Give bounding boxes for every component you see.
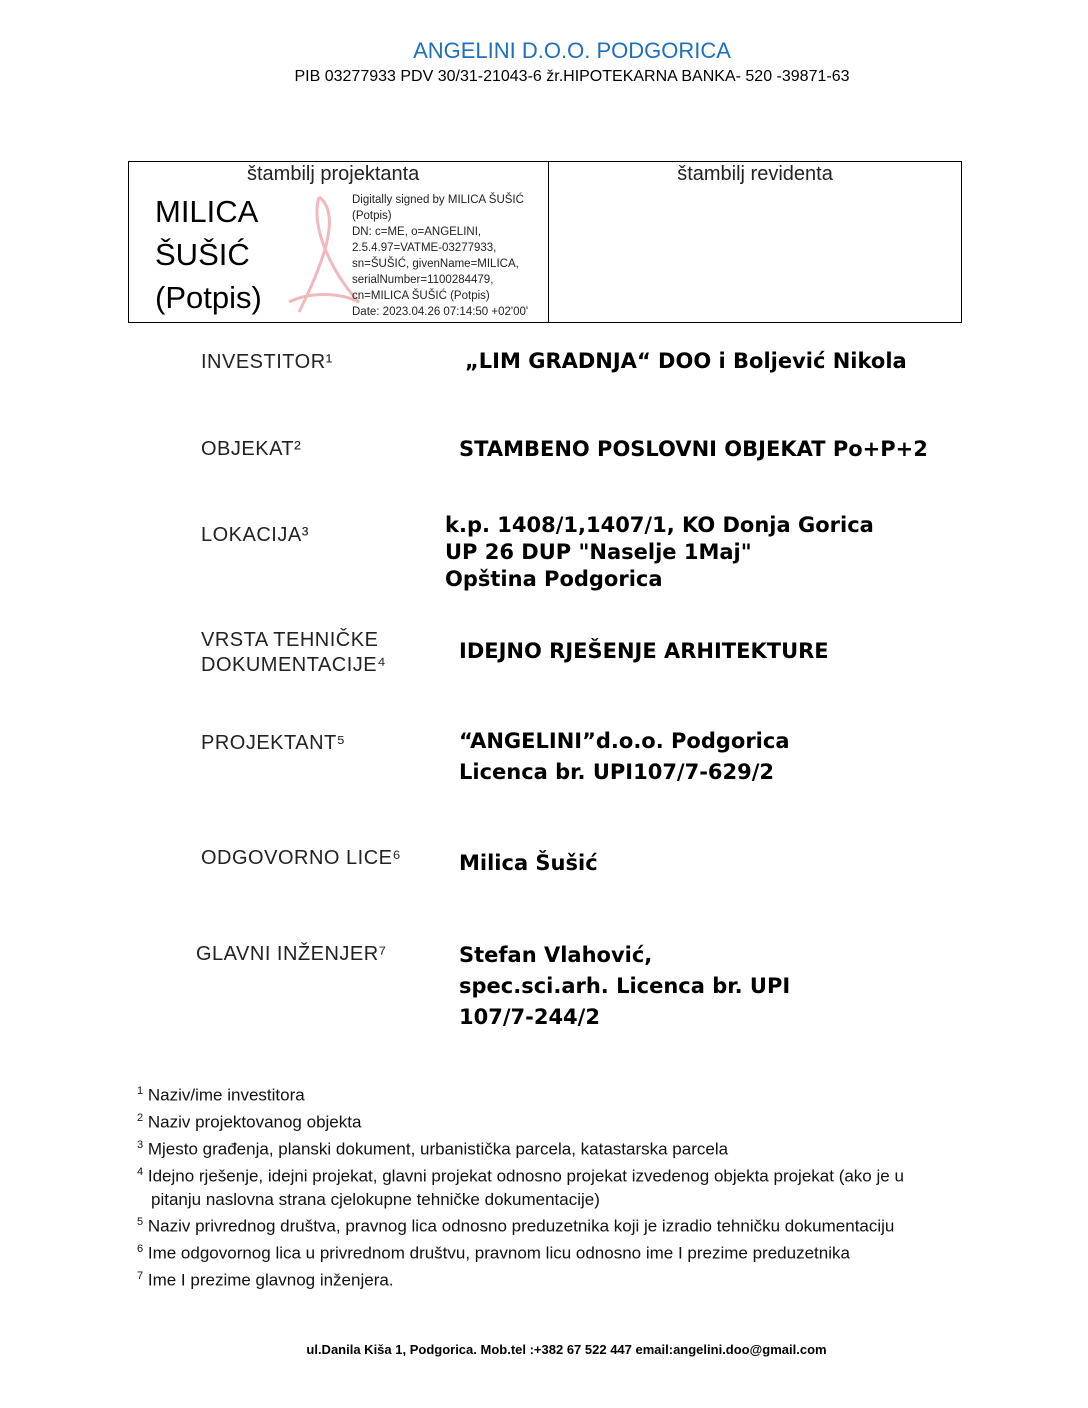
value-line: “ANGELINI”d.o.o. Podgorica (459, 729, 790, 753)
footnote: $^3$ Mjesto građenja, planski dokument, urbanistička parcela, katastarska parcela (137, 1139, 729, 1159)
designer-value (459, 726, 790, 788)
signature-line: 2.5.4.97=VATME-03277933, (352, 242, 497, 254)
stamp-box (128, 161, 962, 323)
signature-line: (Potpis) (352, 210, 392, 222)
value-line: Milica Šušić (459, 851, 598, 875)
footnote: $^7$ Ime I prezime glavnog inženjera. (137, 1270, 394, 1291)
signature-line: sn=ŠUŠIĆ, givenName=MILICA, (352, 258, 519, 270)
value-line: spec.sci.arh. Licenca br. UPI (459, 974, 791, 998)
company-registration: PIB 03277933 PDV 30/31-21043-6 žr.HIPOTEKARNA BANKA- 520 -39871-63 (294, 68, 850, 85)
stamp-divider (548, 162, 549, 322)
value-line: k.p. 1408/1,1407/1, KO Donja Gorica (445, 513, 874, 537)
label-line: ODGOVORNO LICE⁶ (201, 847, 402, 869)
value-line: STAMBENO POSLOVNI OBJEKAT Po+P+2 (459, 437, 928, 461)
value-line: Opština Podgorica (445, 567, 663, 591)
signer-name-line: ŠUŠIĆ (155, 237, 250, 272)
location-value (445, 512, 874, 593)
investor-label (201, 350, 333, 375)
signature-line: Date: 2023.04.26 07:14:50 +02'00' (352, 306, 529, 318)
digital-signature-details[interactable] (352, 192, 528, 320)
footnote: $^2$ Naziv projektovanog objekta (137, 1112, 362, 1132)
value-line: 107/7-244/2 (459, 1005, 600, 1029)
object-label (201, 437, 301, 462)
signature-line: DN: c=ME, o=ANGELINI, (352, 226, 482, 238)
value-line: IDEJNO RJEŠENJE ARHITEKTURE (459, 639, 829, 663)
reviewer-stamp-label: štambilj revidenta (677, 163, 833, 185)
chief-engineer-label (196, 942, 386, 967)
footnote-continuation: pitanju naslovna strana cjelokupne tehničke dokumentacije) (151, 1189, 600, 1209)
signer-name-line: MILICA (155, 194, 259, 229)
documentation-type-label (201, 628, 386, 678)
signature-line: serialNumber=1100284479, (352, 274, 494, 286)
value-line: Licenca br. UPI107/7-629/2 (459, 760, 775, 784)
label-line: DOKUMENTACIJE⁴ (201, 654, 387, 676)
responsible-person-label (201, 846, 401, 871)
location-label (201, 523, 309, 548)
footnote: $^6$ Ime odgovornog lica u privrednom društvu, pravnom licu odnosno ime I prezime preduzetnika (137, 1243, 850, 1263)
signer-name-line: (Potpis) (155, 280, 262, 315)
label-line: LOKACIJA³ (201, 524, 309, 546)
footnote: $^4$ Idejno rješenje, idejni projekat, glavni projekat odnosno projekat izvedenog objekta projekat (ako je u (137, 1166, 904, 1187)
signature-line: cn=MILICA ŠUŠIĆ (Potpis) (352, 290, 490, 302)
label-line: GLAVNI INŽENJER⁷ (196, 943, 387, 965)
investor-value (465, 346, 907, 377)
object-value (459, 434, 928, 465)
label-line: OBJEKAT² (201, 438, 302, 460)
footnote: $^1$ Naziv/ime investitora (137, 1085, 305, 1105)
company-name: ANGELINI D.O.O. PODGORICA (413, 38, 731, 63)
label-line: INVESTITOR¹ (201, 351, 333, 373)
signature-line: Digitally signed by MILICA ŠUŠIĆ (352, 194, 524, 206)
documentation-type-value (459, 636, 829, 667)
value-line: UP 26 DUP "Naselje 1Maj" (445, 540, 752, 564)
value-line: Stefan Vlahović, (459, 943, 653, 967)
footnotes (137, 1080, 904, 1293)
chief-engineer-value (459, 940, 790, 1033)
footnote: $^5$ Naziv privrednog društva, pravnog lica odnosno preduzetnika koji je izradio tehničku dokumentaciju (137, 1216, 895, 1236)
responsible-person-value (459, 848, 598, 879)
page-footer: ul.Danila Kiša 1, Podgorica. Mob.tel :+382 67 522 447 email:angelini.doo@gmail.com (306, 1342, 827, 1357)
signer-name (155, 190, 262, 319)
value-line: „LIM GRADNJA“ DOO i Boljević Nikola (465, 349, 907, 373)
designer-label (201, 731, 346, 756)
label-line: PROJEKTANT⁵ (201, 732, 346, 754)
designer-stamp-label: štambilj projektanta (247, 163, 420, 185)
label-line: VRSTA TEHNIČKE (201, 629, 379, 651)
